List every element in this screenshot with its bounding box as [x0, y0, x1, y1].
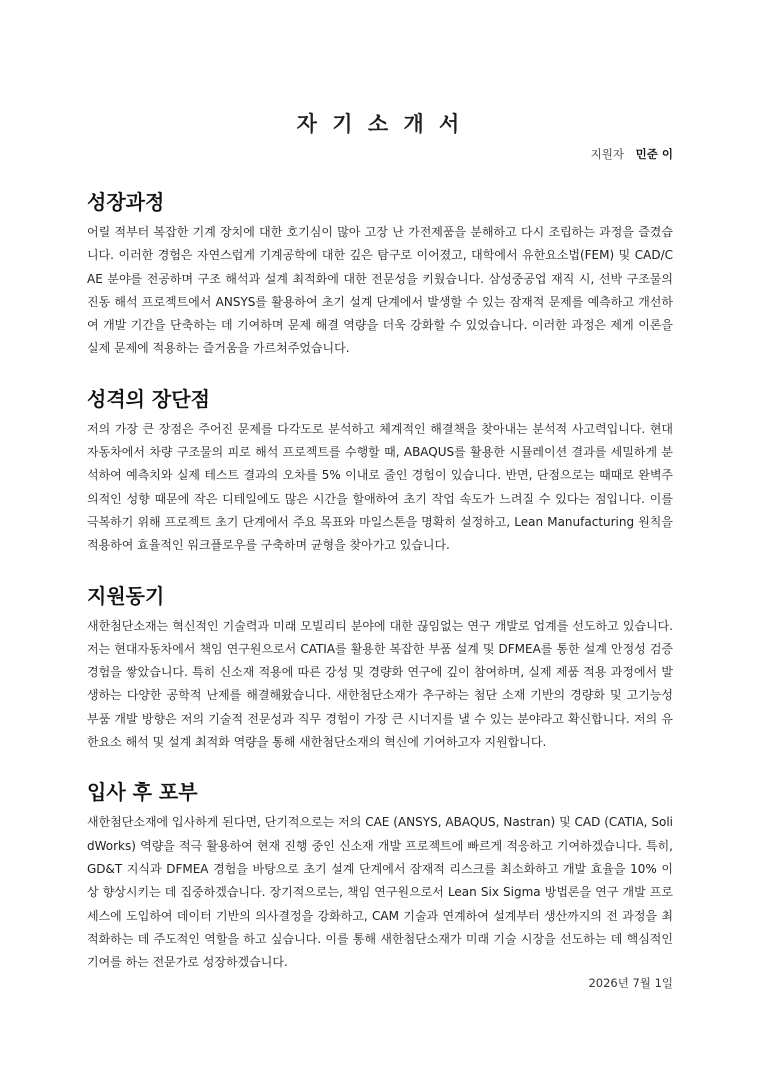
section-growth	[87, 187, 673, 361]
section-heading: 성격의 장단점	[87, 386, 210, 411]
document-title: 자 기 소 개 서	[296, 112, 464, 136]
applicant-info	[87, 144, 673, 164]
section-heading: 입사 후 포부	[87, 780, 198, 805]
applicant-label: 지원자	[590, 147, 624, 161]
section-personality	[87, 384, 673, 558]
section-aspirations	[87, 777, 673, 974]
section-body: 새한첨단소재는 혁신적인 기술력과 미래 모빌리티 분야에 대한 끊임없는 연구 개발로 업계를 선도하고 있습니다. 저는 현대자동차에서 책임 연구원으로서 CATIA를 활용한 복잡한 부품 설계 및 DFMEA를 통한 설계 안정성 검증 경험을 쌓았습니다. 특히 신소재 적용에 따른 강성 및 경량화 연구에 깊이 참여하며, 실제 제품 적용 과정에서 발생하는 다양한 공학적 난제를 해결해왔습니다. 새한첨단소재가 추구하는 첨단 소재 기반의 경량화 및 고기능성 부품 개발 방향은 저의 기술적 전문성과 직무 경험이 가장 큰 시너지를 낼 수 있는 분야라고 확신합니다. 저의 유한요소 해석 및 설계 최적화 역량을 통해 새한첨단소재의 혁신에 기여하고자 지원합니다.	[87, 618, 673, 750]
document-date: 2026년 7월 1일	[588, 976, 673, 990]
section-motivation	[87, 581, 673, 755]
section-body: 어릴 적부터 복잡한 기계 장치에 대한 호기심이 많아 고장 난 가전제품을 분해하고 다시 조립하는 과정을 즐겼습니다. 이러한 경험은 자연스럽게 기계공학에 대한 깊은 탐구로 이어졌고, 대학에서 유한요소법(FEM) 및 CAD/CAE 분야를 전공하며 구조 해석과 설계 최적화에 대한 전문성을 키웠습니다. 삼성중공업 재직 시, 선박 구조물의 진동 해석 프로젝트에서 ANSYS를 활용하여 초기 설계 단계에서 발생할 수 있는 잠재적 문제를 예측하고 개선하여 개발 기간을 단축하는 데 기여하며 문제 해결 역량을 더욱 강화할 수 있었습니다. 이러한 과정은 제게 이론을 실제 문제에 적용하는 즐거움을 가르쳐주었습니다.	[87, 225, 673, 356]
applicant-name: 민준 이	[635, 147, 673, 161]
section-body: 새한첨단소재에 입사하게 된다면, 단기적으로는 저의 CAE (ANSYS, ABAQUS, Nastran) 및 CAD (CATIA, SolidWorks) 역량을 적극 활용하여 현재 진행 중인 신소재 개발 프로젝트에 빠르게 적응하고 기여하겠습니다. 특히, GD&T 지식과 DFMEA 경험을 바탕으로 초기 설계 단계에서 잠재적 리스크를 최소화하고 개발 효율을 10% 이상 향상시키는 데 집중하겠습니다. 장기적으로는, 책임 연구원으로서 Lean Six Sigma 방법론을 연구 개발 프로세스에 도입하여 데이터 기반의 의사결정을 강화하고, CAM 기술과 연계하여 설계부터 생산까지의 전 과정을 최적화하는 데 주도적인 역할을 하고 싶습니다. 이를 통해 새한첨단소재가 미래 기술 시장을 선도하는 데 핵심적인 기여를 하는 전문가로 성장하겠습니다.	[87, 815, 673, 970]
section-heading: 성장과정	[87, 190, 165, 214]
section-body: 저의 가장 큰 장점은 주어진 문제를 다각도로 분석하고 체계적인 해결책을 찾아내는 분석적 사고력입니다. 현대자동차에서 차량 구조물의 피로 해석 프로젝트를 수행할 때, ABAQUS를 활용한 시뮬레이션 결과를 세밀하게 분석하여 예측치와 실제 테스트 결과의 오차를 5% 이내로 줄인 경험이 있습니다. 반면, 단점으로는 때때로 완벽주의적인 성향 때문에 작은 디테일에도 많은 시간을 할애하여 초기 작업 속도가 느려질 수 있다는 점입니다. 이를 극복하기 위해 프로젝트 초기 단계에서 주요 목표와 마일스톤을 명확히 설정하고, Lean Manufacturing 원칙을 적용하여 효율적인 워크플로우를 구축하며 균형을 찾아가고 있습니다.	[87, 421, 673, 553]
document-page	[87, 108, 673, 974]
section-heading: 지원동기	[87, 583, 165, 608]
